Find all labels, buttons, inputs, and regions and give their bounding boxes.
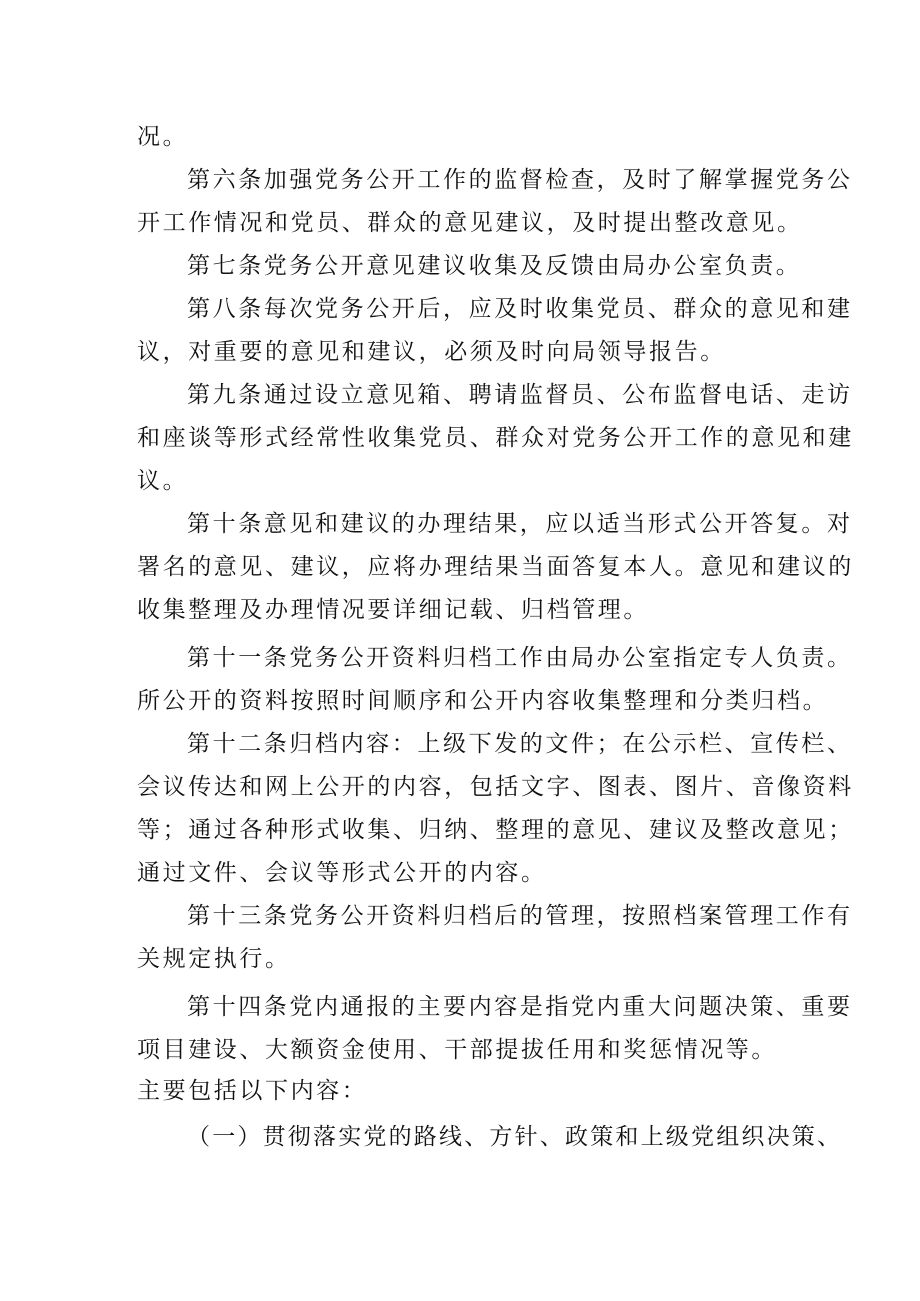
text-line: 会议传达和网上公开的内容，包括文字、图表、图片、音像资料	[137, 774, 854, 800]
text-line: 开工作情况和党员、群众的意见建议，及时提出整改意见。	[137, 210, 803, 236]
text-line: 主要包括以下内容：	[137, 1078, 368, 1104]
text-line: 第十二条归档内容：上级下发的文件；在公示栏、宣传栏、	[187, 731, 853, 757]
text-line: 第七条党务公开意见建议收集及反馈由局办公室负责。	[187, 253, 802, 279]
text-line: 第十一条党务公开资料归档工作由局办公室指定专人负责。	[187, 645, 853, 671]
text-line: 和座谈等形式经常性收集党员、群众对党务公开工作的意见和建	[137, 425, 854, 451]
text-line: 况。	[137, 124, 189, 150]
text-line: 所公开的资料按照时间顺序和公开内容收集整理和分类归档。	[137, 688, 829, 714]
text-line: 关规定执行。	[137, 946, 291, 972]
text-line: 第八条每次党务公开后，应及时收集党员、群众的意见和建	[187, 296, 853, 322]
text-line: 议，对重要的意见和建议，必须及时向局领导报告。	[137, 339, 726, 365]
text-line: 等；通过各种形式收集、归纳、整理的意见、建议及整改意见；	[137, 817, 854, 843]
text-line: 第十三条党务公开资料归档后的管理，按照档案管理工作有	[187, 903, 853, 929]
text-line: 通过文件、会议等形式公开的内容。	[137, 860, 547, 886]
text-line: 第十条意见和建议的办理结果，应以适当形式公开答复。对	[187, 511, 853, 537]
text-line: 第六条加强党务公开工作的监督检查，及时了解掌握党务公	[187, 167, 853, 193]
text-line: 第十四条党内通报的主要内容是指党内重大问题决策、重要	[187, 994, 853, 1020]
text-line: 议。	[137, 468, 189, 494]
text-line: 项目建设、大额资金使用、干部提拔任用和奖惩情况等。	[137, 1037, 777, 1063]
text-line: （一）贯彻落实党的路线、方针、政策和上级党组织决策、	[187, 1124, 843, 1150]
text-line: 署名的意见、建议，应将办理结果当面答复本人。意见和建议的	[137, 554, 854, 580]
text-line: 第九条通过设立意见箱、聘请监督员、公布监督电话、走访	[187, 382, 853, 408]
text-line: 收集整理及办理情况要详细记载、归档管理。	[137, 597, 649, 623]
